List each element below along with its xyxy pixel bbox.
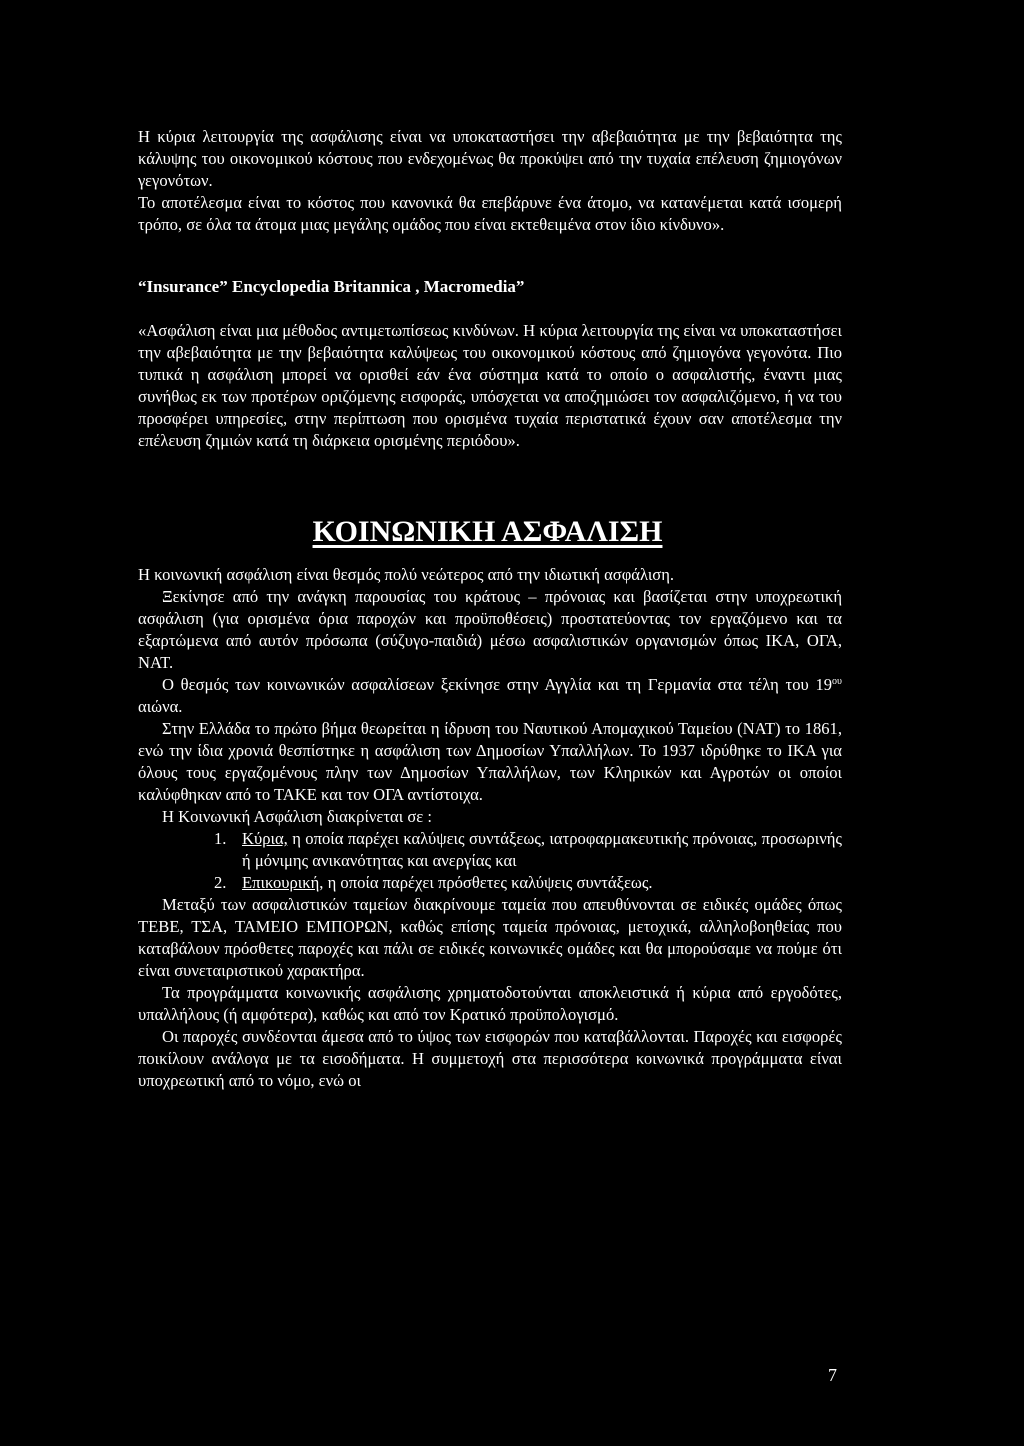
section-paragraph-6: Μεταξύ των ασφαλιστικών ταμείων διακρίνουμε ταμεία που απευθύνονται σε ειδικές ομάδες όπως ΤΕΒΕ, ΤΣΑ, ΤΑΜΕΙΟ ΕΜΠΟΡΩΝ, καθώς επίσης ταμεία πρόνοιας, μετοχικά, αλληλοβοηθείας που καταβάλουν πρόσθετες παροχές και πάλι σε ειδικές κοινωνικές ομάδες και θα μπορούσαμε να πούμε ότι είναι συνεταιριστικού χαρακτήρα. — [138, 895, 842, 980]
list-item-number: 2. — [214, 873, 227, 892]
paragraph-3-tail: αιώνα. — [138, 697, 183, 716]
list-item-text: η οποία παρέχει πρόσθετες καλύψεις συντάξεως. — [323, 873, 653, 892]
intro-paragraph-1: Η κύρια λειτουργία της ασφάλισης είναι να υποκαταστήσει την αβεβαιότητα με την βεβαιότητα της κάλυψης του οικονομικού κόστους που ενδεχομένως θα προκύψει από την τυχαία επέλευση ζημιογόνων γεγονότων. — [138, 127, 842, 190]
list-item — [138, 828, 842, 872]
section-paragraph-1: Η κοινωνική ασφάλιση είναι θεσμός πολύ νεώτερος από την ιδιωτική ασφάλιση. — [138, 565, 675, 584]
list-item-text: η οποία παρέχει καλύψεις συντάξεως, ιατροφαρμακευτικής πρόνοιας, προσωρινής ή μόνιμης ανικανότητας και ανεργίας και — [242, 829, 842, 870]
paragraph-3-text: Ο θεσμός των κοινωνικών ασφαλίσεων ξεκίνησε στην Αγγλία και τη Γερμανία στα τέλη του 19 — [162, 675, 833, 694]
definition-quote: «Ασφάλιση είναι μια μέθοδος αντιμετωπίσεως κινδύνων. Η κύρια λειτουργία της είναι να υποκαταστήσει την αβεβαιότητα με την βεβαιότητα καλύψεως του οικονομικού κόστους από ζημιογόνα γεγονότα. Πιο τυπικά η ασφάλιση μπορεί να ορισθεί εάν ένα σύστημα κατά το οποίο ο ασφαλιστής, έναντι μιας συνήθως εκ των προτέρων οριζόμενης εισφοράς, υπόσχεται να αποζημιώσει τον ασφαλιζόμενο, ή να του προσφέρει υπηρεσίες, στην περίπτωση που ορισμένα τυχαία περιστατικά έχουν σαν αποτέλεσμα την επέλευση ζημιών κατά τη διάρκεια ορισμένης περιόδου». — [138, 321, 842, 450]
section-paragraph-3 — [138, 674, 842, 718]
century-superscript: ου — [832, 676, 842, 687]
section-paragraph-2: Ξεκίνησε από την ανάγκη παρουσίας του κράτους – πρόνοιας και βασίζεται στην υποχρεωτική ασφάλιση (για ορισμένα όρια παροχών και προϋποθέσεις) προστατεύοντας τον εργαζόμενο και τα εξαρτώμενα από αυτόν πρόσωπα (σύζυγο-παιδιά) μέσω ασφαλιστικών οργανισμών όπως ΙΚΑ, ΟΓΑ, ΝΑΤ. — [138, 587, 842, 672]
list-item-term: Επικουρική, — [242, 873, 324, 892]
list-item-term: Κύρια, — [242, 829, 288, 848]
page-number: 7 — [828, 1365, 837, 1385]
intro-paragraph-2: Το αποτέλεσμα είναι το κόστος που κανονικά θα επεβάρυνε ένα άτομο, να κατανέμεται κατά ισομερή τρόπο, σε όλα τα άτομα μιας μεγάλης ομάδος που είναι εκτεθειμένα στον ίδιο κίνδυνο». — [138, 193, 842, 234]
insurance-types-list — [138, 828, 842, 894]
section-paragraph-7: Τα προγράμματα κοινωνικής ασφάλισης χρηματοδοτούνται αποκλειστικά ή κύρια από εργοδότες, υπαλλήλους (ή αμφότερα), καθώς και από τον Κρατικό προϋπολογισμό. — [138, 983, 842, 1024]
document-body — [138, 126, 842, 1092]
section-title: ΚΟΙΝΩΝΙΚΗ ΑΣΦΑΛΙΣΗ — [312, 515, 663, 548]
list-item-number: 1. — [214, 829, 227, 848]
list-item — [138, 872, 842, 894]
source-citation: “Insurance” Encyclopedia Britannica , Macromedia” — [138, 277, 525, 296]
section-paragraph-5: Η Κοινωνική Ασφάλιση διακρίνεται σε : — [162, 807, 433, 826]
section-paragraph-4: Στην Ελλάδα το πρώτο βήμα θεωρείται η ίδρυση του Ναυτικού Απομαχικού Ταμείου (ΝΑΤ) το 1861, ενώ την ίδια χρονιά θεσπίστηκε η ασφάλιση των Δημοσίων Υπαλλήλων. Το 1937 ιδρύθηκε το ΙΚΑ για όλους τους εργαζομένους πλην των Δημοσίων Υπαλλήλων, των Κληρικών και Αγροτών οι οποίοι καλύφθηκαν από το ΤΑΚΕ και τον ΟΓΑ αντίστοιχα. — [138, 719, 842, 804]
section-paragraph-8: Οι παροχές συνδέονται άμεσα από το ύψος των εισφορών που καταβάλλονται. Παροχές και εισφορές ποικίλουν ανάλογα με τα εισοδήματα. Η συμμετοχή στα περισσότερα κοινωνικά προγράμματα είναι υποχρεωτική από το νόμο, ενώ οι — [138, 1027, 842, 1090]
section-body — [138, 564, 842, 1092]
